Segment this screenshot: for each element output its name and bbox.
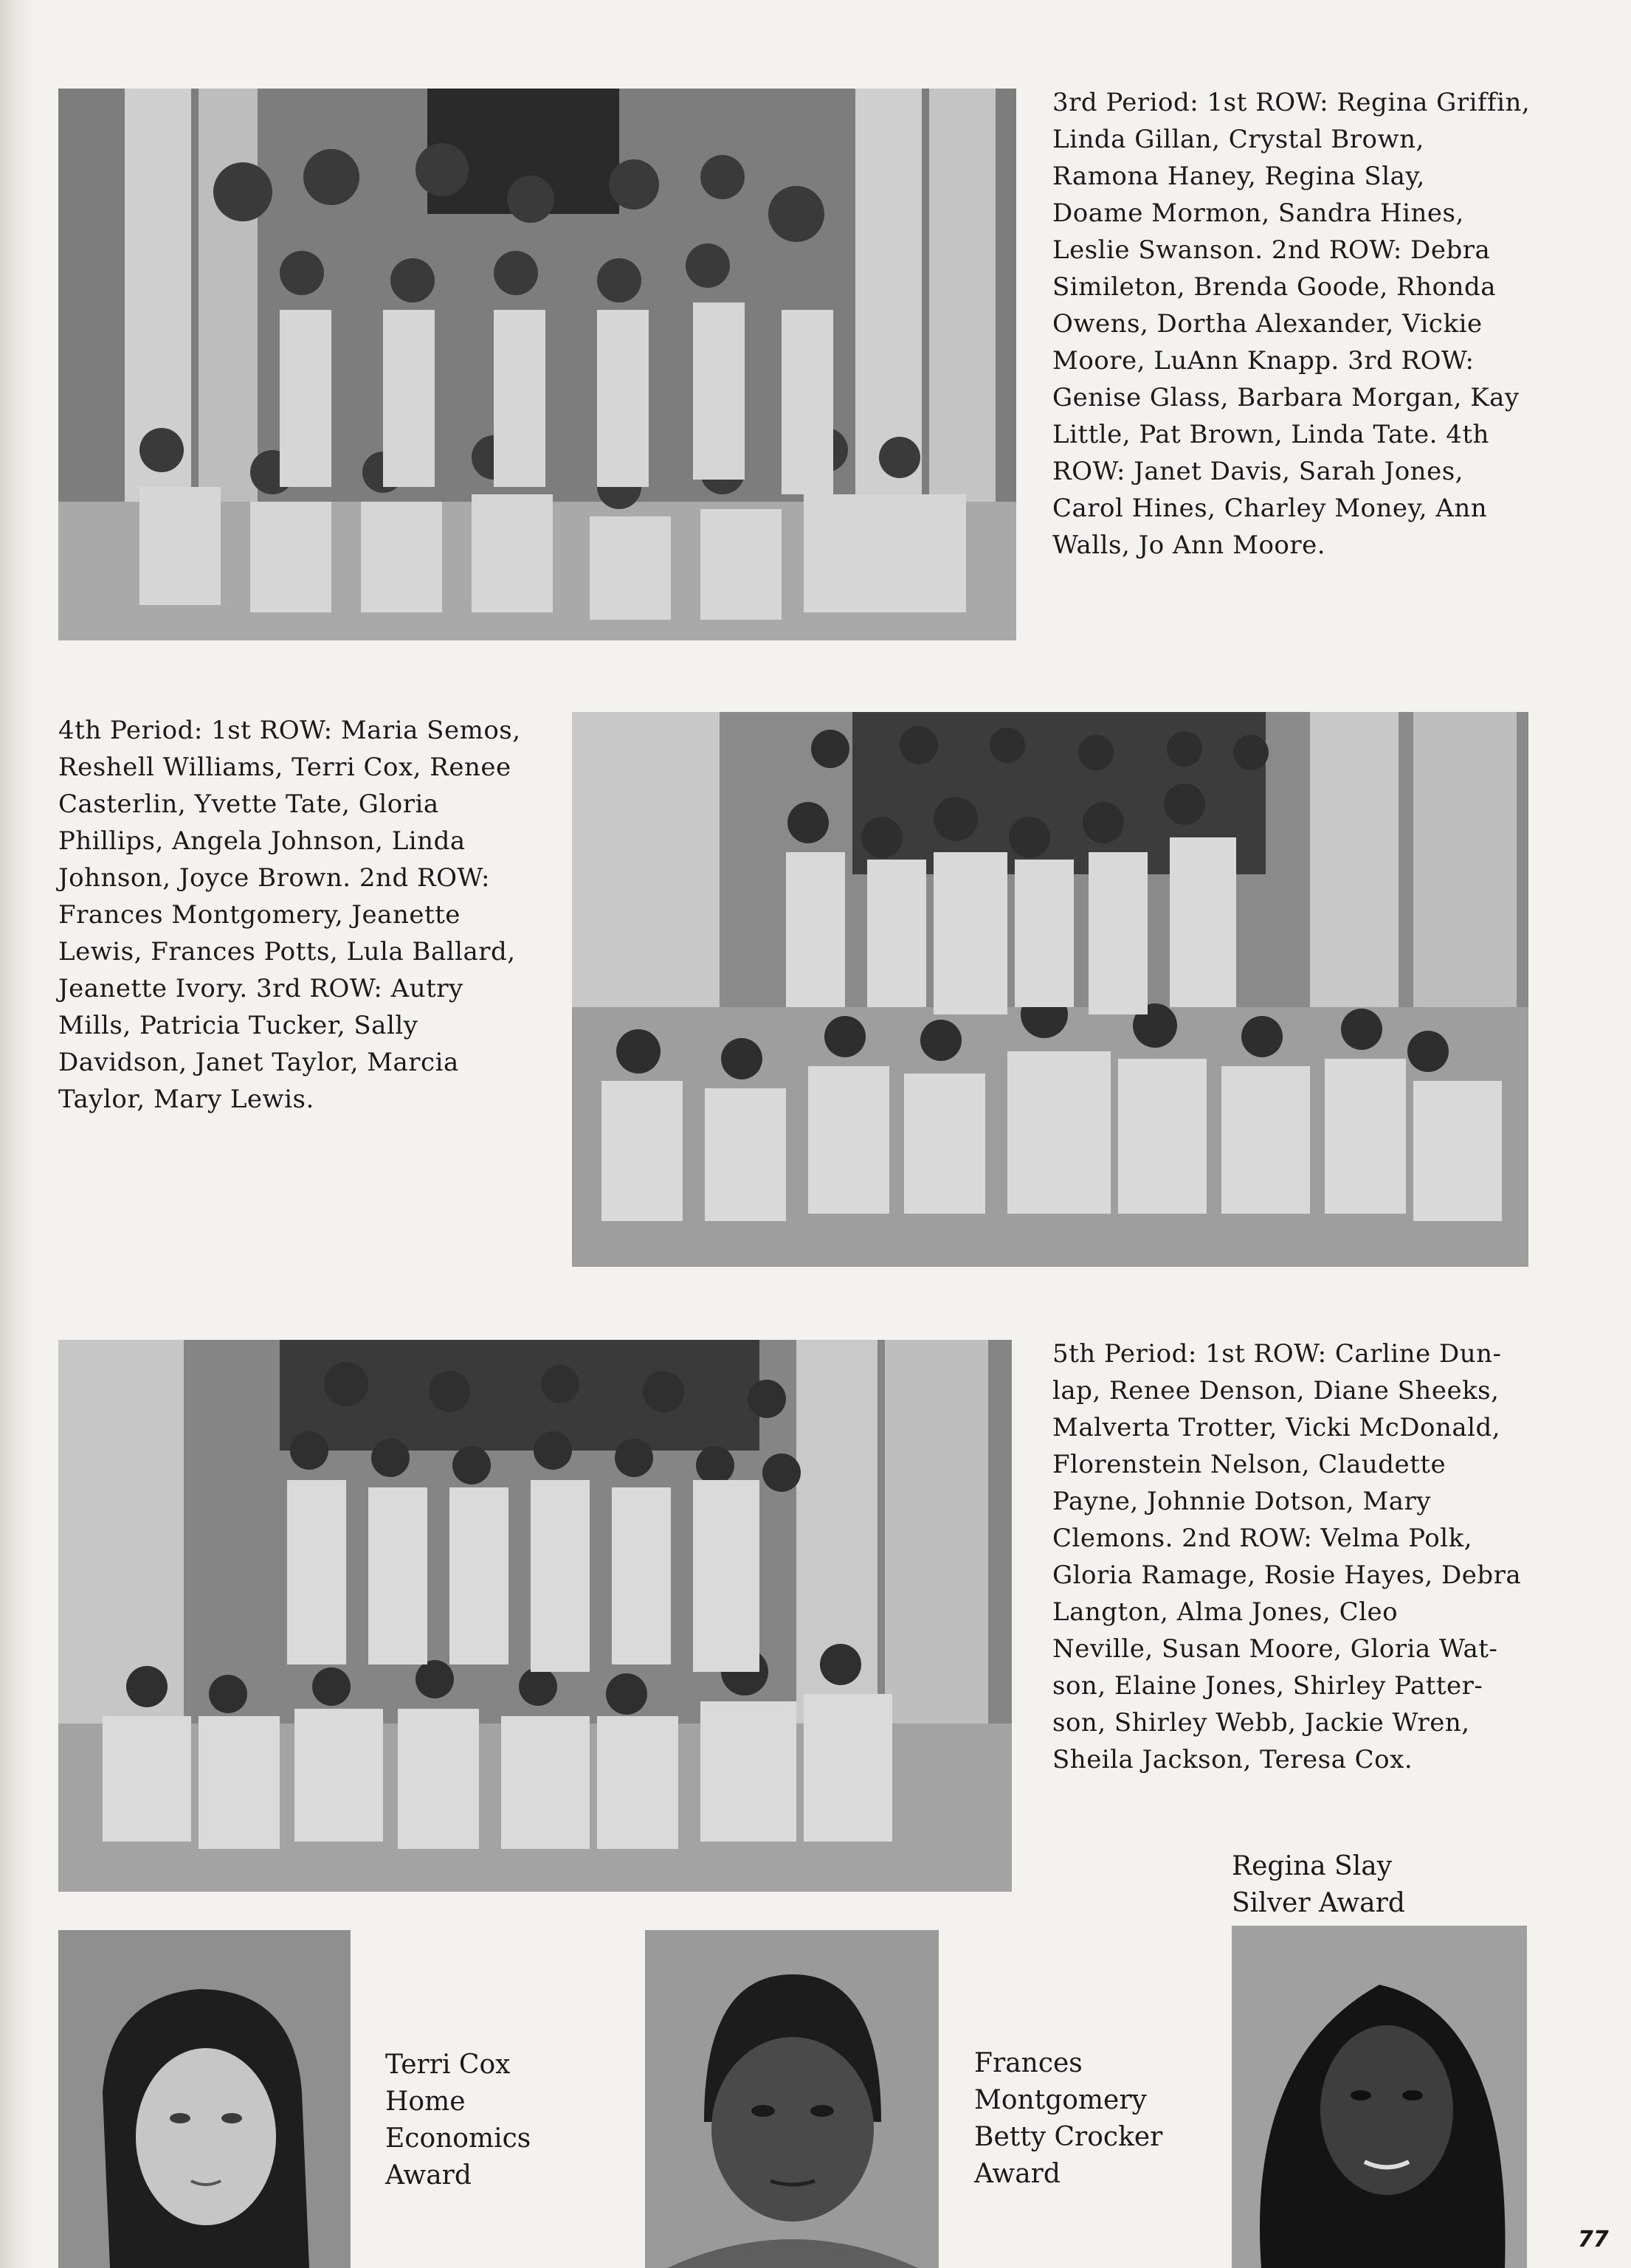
caption-3rd-period: 3rd Period: 1st ROW: Regina Griffin, Linda Gillan, Crystal Brown, Ramona Haney, Regina Slay, Doame Mormon, Sandra Hines, Leslie Swanson. 2nd ROW: Debra Simileton, Brenda Goode, Rhonda Owens, Dortha Alexander, Vickie Moore, LuAnn Knapp. 3rd ROW: Genise Glass, Barbara Morgan, Kay Little, Pat Brown, Linda Tate. 4th ROW: Janet Davis, Sarah Jones, Carol Hines, Charley Money, Ann Walls, Jo Ann Moore. xyxy=(1052,88,1531,560)
page-binding-shadow xyxy=(0,0,34,2268)
award-caption-frances-montgomery: Frances Montgomery Betty Crocker Award xyxy=(974,2048,1163,2189)
portrait-regina-slay xyxy=(1232,1926,1527,2268)
group-photo-5th-period xyxy=(58,1340,1012,1892)
caption-4th-period: 4th Period: 1st ROW: Maria Semos, Reshell Williams, Terri Cox, Renee Casterlin, Yvette Tate, Gloria Phillips, Angela Johnson, Linda Johnson, Joyce Brown. 2nd ROW: Frances Montgomery, Jeanette Lewis, Frances Potts, Lula Ballard, Jeanette Ivory. 3rd ROW: Autry Mills, Patricia Tucker, Sally Davidson, Janet Taylor, Marcia Taylor, Mary Lewis. xyxy=(58,716,521,1114)
page-number: 77 xyxy=(1578,2227,1609,2253)
award-caption-terri-cox: Terri Cox Home Economics Award xyxy=(385,2050,531,2191)
portrait-frances-montgomery xyxy=(645,1930,939,2268)
caption-5th-period: 5th Period: 1st ROW: Carline Dun- lap, Renee Denson, Diane Sheeks, Malverta Trotter, Vicki McDonald, Florenstein Nelson, Claudette Payne, Johnnie Dotson, Mary Clemons. 2nd ROW: Velma Polk, Gloria Ramage, Rosie Hayes, Debra Langton, Alma Jones, Cleo Neville, Susan Moore, Gloria Wat- son, Elaine Jones, Shirley Patter- son, Shirley Webb, Jackie Wren, Sheila Jackson, Teresa Cox. xyxy=(1052,1339,1522,1774)
group-photo-4th-period xyxy=(572,712,1528,1267)
portrait-terri-cox xyxy=(58,1930,351,2268)
group-photo-3rd-period xyxy=(58,89,1016,640)
award-caption-regina-slay: Regina Slay Silver Award xyxy=(1232,1851,1405,1918)
